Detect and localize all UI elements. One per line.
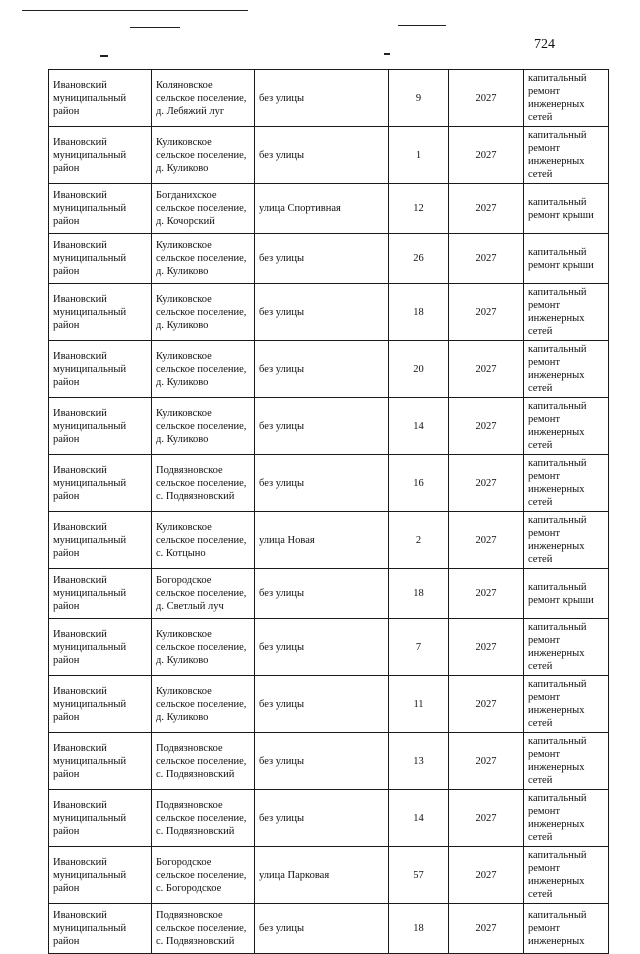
work-type-cell: капитальный ремонт инженерных сетей [524,676,609,733]
street-cell: без улицы [255,455,389,512]
settlement-cell: Куликовское сельское поселение, д. Куликово [152,619,255,676]
settlement-cell: Подвязновское сельское поселение, с. Подвязновский [152,455,255,512]
table-body [49,70,609,954]
settlement-cell: Богородское сельское поселение, д. Светлый луч [152,569,255,619]
scan-artifact-line [384,53,390,55]
district-cell: Ивановский муниципальный район [49,790,152,847]
year-cell: 2027 [449,284,524,341]
settlement-cell: Богородское сельское поселение, с. Богородское [152,847,255,904]
table-row [49,398,609,455]
street-cell: без улицы [255,284,389,341]
year-cell: 2027 [449,790,524,847]
settlement-cell: Подвязновское сельское поселение, с. Подвязновский [152,790,255,847]
district-cell: Ивановский муниципальный район [49,341,152,398]
work-type-cell: капитальный ремонт инженерных [524,904,609,954]
work-type-cell: капитальный ремонт инженерных сетей [524,512,609,569]
settlement-cell: Куликовское сельское поселение, д. Куликово [152,234,255,284]
district-cell: Ивановский муниципальный район [49,70,152,127]
work-type-cell: капитальный ремонт инженерных сетей [524,398,609,455]
settlement-cell: Куликовское сельское поселение, д. Куликово [152,284,255,341]
district-cell: Ивановский муниципальный район [49,676,152,733]
street-cell: улица Новая [255,512,389,569]
year-cell: 2027 [449,341,524,398]
district-cell: Ивановский муниципальный район [49,398,152,455]
district-cell: Ивановский муниципальный район [49,569,152,619]
house-number-cell: 26 [389,234,449,284]
street-cell: без улицы [255,676,389,733]
year-cell: 2027 [449,455,524,512]
table-row [49,512,609,569]
table-row [49,790,609,847]
street-cell: без улицы [255,398,389,455]
year-cell: 2027 [449,398,524,455]
year-cell: 2027 [449,70,524,127]
settlement-cell: Подвязновское сельское поселение, с. Подвязновский [152,733,255,790]
table-row [49,569,609,619]
district-cell: Ивановский муниципальный район [49,284,152,341]
table-row [49,904,609,954]
district-cell: Ивановский муниципальный район [49,512,152,569]
street-cell: без улицы [255,569,389,619]
work-type-cell: капитальный ремонт инженерных сетей [524,619,609,676]
street-cell: без улицы [255,619,389,676]
scan-artifact-line [130,27,180,28]
district-cell: Ивановский муниципальный район [49,733,152,790]
settlement-cell: Богданихское сельское поселение, д. Кочорский [152,184,255,234]
street-cell: улица Спортивная [255,184,389,234]
table-row [49,341,609,398]
year-cell: 2027 [449,184,524,234]
housing-registry-table [48,69,609,954]
scan-artifact-line [398,25,446,26]
house-number-cell: 18 [389,569,449,619]
work-type-cell: капитальный ремонт инженерных сетей [524,341,609,398]
street-cell: без улицы [255,341,389,398]
settlement-cell: Куликовское сельское поселение, с. Котцыно [152,512,255,569]
settlement-cell: Куликовское сельское поселение, д. Куликово [152,398,255,455]
settlement-cell: Куликовское сельское поселение, д. Куликово [152,676,255,733]
house-number-cell: 13 [389,733,449,790]
year-cell: 2027 [449,234,524,284]
street-cell: без улицы [255,904,389,954]
work-type-cell: капитальный ремонт инженерных сетей [524,70,609,127]
house-number-cell: 12 [389,184,449,234]
table-row [49,234,609,284]
year-cell: 2027 [449,676,524,733]
year-cell: 2027 [449,127,524,184]
table-row [49,284,609,341]
house-number-cell: 9 [389,70,449,127]
house-number-cell: 14 [389,398,449,455]
district-cell: Ивановский муниципальный район [49,619,152,676]
house-number-cell: 16 [389,455,449,512]
scan-artifact-line [100,55,108,57]
table-row [49,184,609,234]
street-cell: без улицы [255,234,389,284]
settlement-cell: Куликовское сельское поселение, д. Куликово [152,127,255,184]
year-cell: 2027 [449,847,524,904]
scan-artifact-line [22,10,248,11]
street-cell: без улицы [255,127,389,184]
table-row [49,70,609,127]
work-type-cell: капитальный ремонт инженерных сетей [524,790,609,847]
settlement-cell: Куликовское сельское поселение, д. Куликово [152,341,255,398]
table-row [49,455,609,512]
district-cell: Ивановский муниципальный район [49,184,152,234]
year-cell: 2027 [449,619,524,676]
street-cell: без улицы [255,70,389,127]
year-cell: 2027 [449,512,524,569]
district-cell: Ивановский муниципальный район [49,455,152,512]
house-number-cell: 14 [389,790,449,847]
house-number-cell: 7 [389,619,449,676]
district-cell: Ивановский муниципальный район [49,847,152,904]
table-row [49,676,609,733]
work-type-cell: капитальный ремонт крыши [524,569,609,619]
table-row [49,733,609,790]
district-cell: Ивановский муниципальный район [49,127,152,184]
district-cell: Ивановский муниципальный район [49,904,152,954]
table-row [49,127,609,184]
street-cell: улица Парковая [255,847,389,904]
page-number: 724 [534,37,555,52]
settlement-cell: Коляновское сельское поселение, д. Лебяжий луг [152,70,255,127]
house-number-cell: 2 [389,512,449,569]
house-number-cell: 20 [389,341,449,398]
house-number-cell: 57 [389,847,449,904]
work-type-cell: капитальный ремонт инженерных сетей [524,847,609,904]
house-number-cell: 11 [389,676,449,733]
year-cell: 2027 [449,733,524,790]
work-type-cell: капитальный ремонт крыши [524,234,609,284]
year-cell: 2027 [449,569,524,619]
settlement-cell: Подвязновское сельское поселение, с. Подвязновский [152,904,255,954]
work-type-cell: капитальный ремонт инженерных сетей [524,127,609,184]
district-cell: Ивановский муниципальный район [49,234,152,284]
table-row [49,619,609,676]
year-cell: 2027 [449,904,524,954]
work-type-cell: капитальный ремонт инженерных сетей [524,733,609,790]
work-type-cell: капитальный ремонт инженерных сетей [524,455,609,512]
street-cell: без улицы [255,733,389,790]
table-row [49,847,609,904]
street-cell: без улицы [255,790,389,847]
house-number-cell: 18 [389,904,449,954]
work-type-cell: капитальный ремонт инженерных сетей [524,284,609,341]
work-type-cell: капитальный ремонт крыши [524,184,609,234]
house-number-cell: 1 [389,127,449,184]
house-number-cell: 18 [389,284,449,341]
